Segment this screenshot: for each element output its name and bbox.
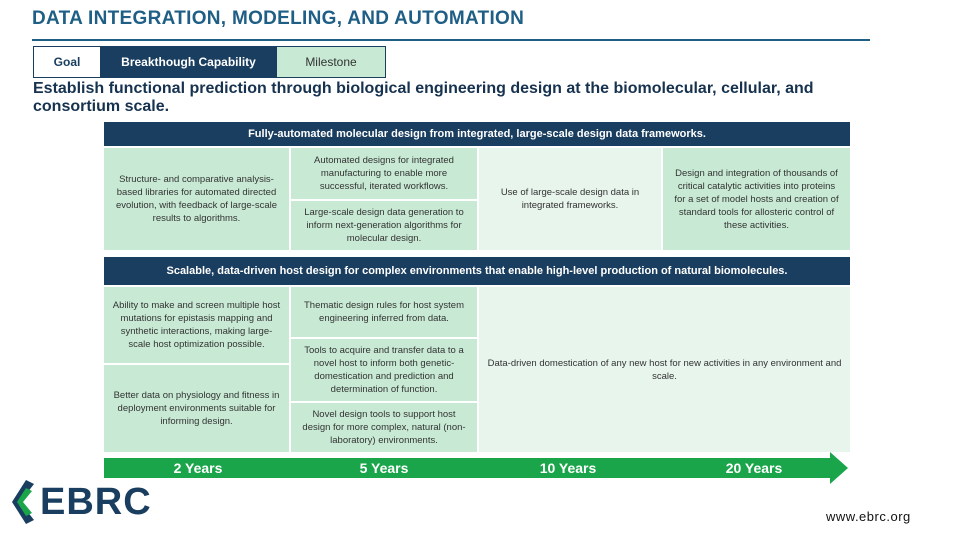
capability-1-title: Fully-automated molecular design from integrated, large-scale design data frameworks.: [104, 122, 850, 146]
milestone-2-3: Thematic design rules for host system engineering inferred from data.: [291, 287, 477, 337]
milestone-1-5: Design and integration of thousands of critical catalytic activities into proteins for a set of model hosts and creation of standard tools for allosteric control of these activities.: [663, 148, 850, 250]
ebrc-logo-icon: [12, 480, 36, 524]
milestone-2-1: Ability to make and screen multiple host mutations for epistasis mapping and synthetic interactions, making large-scale host optimization possible.: [104, 287, 289, 363]
legend: [33, 46, 386, 78]
milestone-2-5: Novel design tools to support host design for more complex, natural (non-laboratory) environments.: [291, 403, 477, 452]
timeline-label-10-years: 10 Years: [539, 460, 597, 476]
legend-capability: Breakthough Capability: [100, 47, 277, 77]
header-rule: [32, 39, 870, 41]
milestone-1-1: Structure- and comparative analysis-based libraries for automated directed evolution, with feedback of large-scale results to algorithms.: [104, 148, 289, 250]
legend-goal: Goal: [34, 47, 100, 77]
milestone-2-6: Data-driven domestication of any new host for new activities in any environment and scale.: [479, 287, 850, 452]
ebrc-logo-text: EBRC: [40, 480, 152, 523]
goal-statement: Establish functional prediction through biological engineering design at the biomolecular, cellular, and consortium scale.: [33, 80, 814, 115]
timeline-label-20-years: 20 Years: [725, 460, 783, 476]
website-link[interactable]: www.ebrc.org: [826, 509, 911, 524]
milestone-1-4: Use of large-scale design data in integrated frameworks.: [479, 148, 661, 250]
header-title: DATA INTEGRATION, MODELING, AND AUTOMATION: [32, 8, 525, 29]
ebrc-logo: [12, 480, 152, 524]
milestone-1-3: Large-scale design data generation to inform next-generation algorithms for molecular design.: [291, 201, 477, 250]
milestone-2-2: Better data on physiology and fitness in deployment environments suitable for informing design.: [104, 365, 289, 452]
timeline-label-5-years: 5 Years: [359, 460, 409, 476]
milestone-1-2: Automated designs for integrated manufacturing to enable more successful, iterated workflows.: [291, 148, 477, 199]
timeline: [104, 452, 848, 484]
capability-2-title: Scalable, data-driven host design for complex environments that enable high-level production of natural biomolecules.: [104, 257, 850, 285]
legend-milestone: Milestone: [277, 47, 385, 77]
milestone-2-4: Tools to acquire and transfer data to a novel host to inform both genetic-domestication and prediction and determination of function.: [291, 339, 477, 401]
timeline-label-2-years: 2 Years: [173, 460, 223, 476]
